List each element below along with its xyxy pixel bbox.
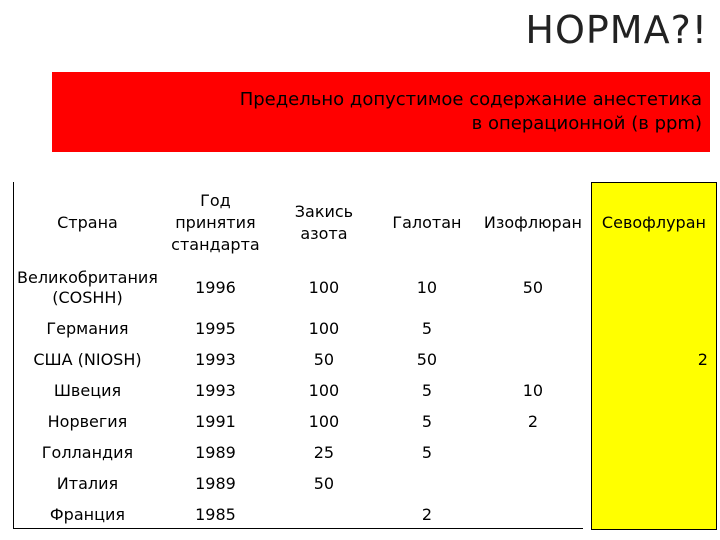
cell-year: 1993 [195,380,236,400]
cell-isoflurane: 2 [527,411,539,431]
cell-halothane: 5 [421,411,433,431]
cell-isoflurane [475,344,592,375]
cell-nitrous-oxide: 100 [308,411,340,431]
header-banner [52,72,710,152]
table-row [13,468,716,499]
cell-nitrous-oxide: 50 [313,349,335,369]
cell-nitrous-oxide [269,499,379,530]
cell-halothane: 2 [421,504,433,524]
cell-halothane: 5 [421,318,433,338]
cell-sevoflurane [591,263,716,313]
banner-line-2: в операционной (в ppm) [471,113,702,134]
cell-isoflurane: 10 [522,380,544,400]
cell-sevoflurane [591,406,716,437]
cell-halothane: 5 [421,380,433,400]
cell-sevoflurane [591,344,716,375]
banner-line-1: Предельно допустимое содержание анестетика [239,89,702,110]
cell-sevoflurane [591,468,716,499]
banner-text [240,88,702,136]
header-halothane: Галотан [392,213,462,232]
cell-year: 1993 [195,349,236,369]
cell-halothane: 50 [416,349,438,369]
header-isoflurane: Изофлюран [483,213,582,232]
cell-year: 1985 [195,504,236,524]
cell-sevoflurane [591,437,716,468]
table-left-border [13,182,14,529]
header-nitrous-oxide [269,183,379,263]
cell-halothane: 10 [416,278,438,297]
cell-year: 1991 [195,411,236,431]
cell-country: США (NIOSH) [33,349,142,369]
cell-sevoflurane-value: 2 [697,349,708,369]
cell-year: 1989 [195,442,236,462]
cell-halothane: 5 [421,442,433,462]
cell-isoflurane [475,499,592,530]
cell-isoflurane [475,313,592,344]
table-row [13,406,716,437]
cell-country: Франция [49,504,126,524]
table-row [13,375,716,406]
header-sevoflurane: Севофлуран [591,183,716,263]
page-title: НОРМА?! [525,8,708,52]
cell-country: Швеция [53,380,122,400]
table-row [13,263,716,313]
cell-isoflurane [475,468,592,499]
table-bottom-border [13,528,583,529]
cell-isoflurane [475,437,592,468]
cell-nitrous-oxide: 100 [308,278,340,297]
header-country: Страна [57,213,118,232]
cell-year: 1996 [195,278,236,297]
header-nitrous-oxide-label: Закись азота [294,201,354,243]
cell-country: Германия [46,318,129,338]
cell-nitrous-oxide: 25 [313,442,335,462]
header-year [162,183,269,263]
cell-nitrous-oxide: 50 [313,473,335,493]
cell-isoflurane: 50 [522,278,544,297]
cell-nitrous-oxide: 100 [308,380,340,400]
cell-sevoflurane [591,375,716,406]
cell-nitrous-oxide: 100 [308,318,340,338]
table-header-row [13,183,716,263]
cell-country: Великобритания (COSHH) [17,267,158,307]
table-row [13,499,716,530]
cell-year: 1989 [195,473,236,493]
cell-country: Голландия [41,442,134,462]
standards-table [13,182,717,530]
header-year-label: Год принятия стандарта [171,190,260,254]
cell-country: Норвегия [47,411,128,431]
cell-halothane [379,468,475,499]
table-row [13,437,716,468]
table-row [13,344,716,375]
cell-sevoflurane [591,499,716,530]
cell-year: 1995 [195,318,236,338]
table-row [13,313,716,344]
cell-sevoflurane [591,313,716,344]
cell-country: Италия [56,473,119,493]
